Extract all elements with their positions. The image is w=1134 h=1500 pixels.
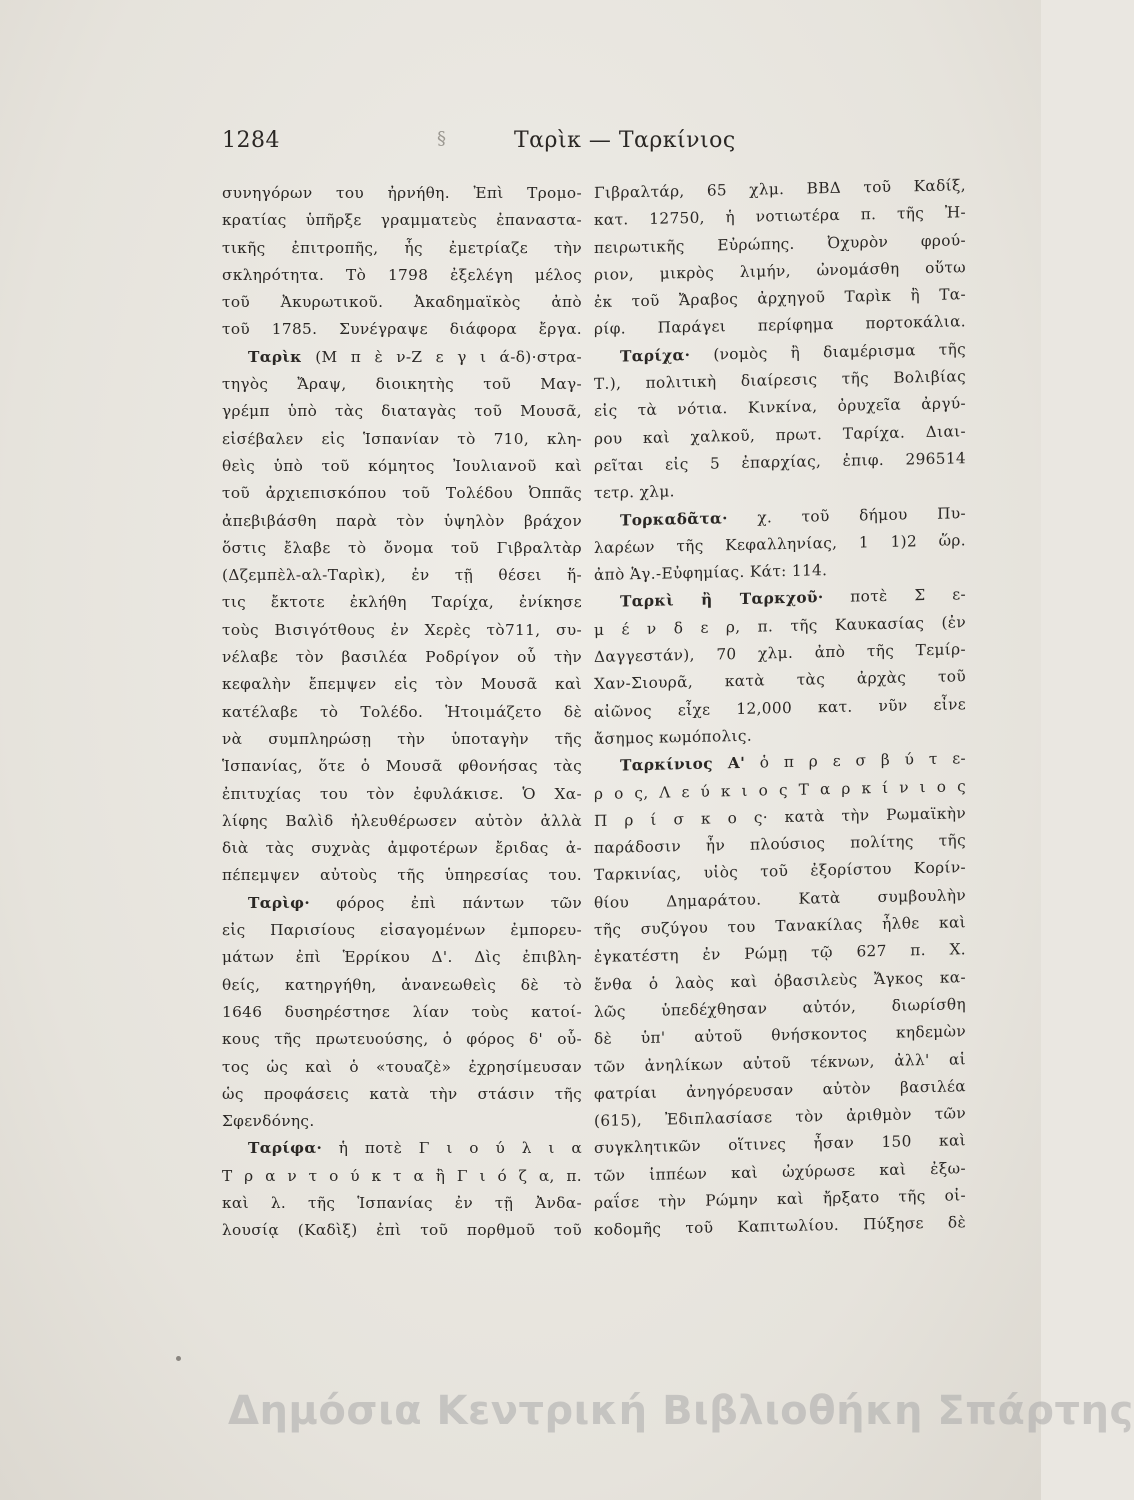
line-text: αἰῶνος εἶχε 12,000 κατ. νῦν εἶνε: [594, 694, 966, 721]
text-line: [222, 316, 582, 343]
line-text: λῶς ὑπεδέχθησαν αὐτόν, διωρίσθη: [594, 995, 966, 1021]
line-text: ἡ ποτὲ Γ ι ο ύ λ ι α: [322, 1139, 582, 1158]
line-text: ρ ο ς, Λ ε ύ κ ι ο ς Τ α ρ κ ί ν ι ο ς: [594, 776, 966, 803]
line-text: τῆς συζύγου του Τανακίλας ἦλθε καὶ: [594, 913, 966, 940]
line-text: ὁ π ρ ε σ β ύ τ ε-: [745, 749, 966, 773]
line-text: τοῦ ἀρχιεπισκόπου τοῦ Τολέδου Ὀππᾶς: [222, 484, 582, 503]
line-text: (Μ π ὲ ν-Ζ ε γ ι ά-δ)·στρα-: [301, 347, 582, 366]
text-line: [222, 344, 582, 371]
text-line: [222, 644, 582, 671]
line-text: Ἱσπανίας, ὅτε ὁ Μουσᾶ φθονήσας τὰς: [222, 757, 582, 776]
text-line: [222, 972, 582, 999]
line-text: κεφαλὴν ἔπεμψεν εἰς τὸν Μουσᾶ καὶ: [222, 675, 582, 694]
text-line: [222, 289, 582, 316]
line-text: εἰς Παρισίους εἰσαγομένων ἐμπορευ-: [222, 921, 582, 940]
text-line: [222, 890, 582, 917]
line-text: Τ.), πολιτικὴ διαίρεσις τῆς Βολιβίας: [594, 367, 966, 394]
line-text: ἀπεβιβάσθη παρὰ τὸν ὑψηλὸν βράχον: [222, 511, 582, 530]
line-text: ρεῖται εἰς 5 ἐπαρχίας, ἐπιφ. 296514: [594, 449, 966, 475]
line-text: ριον, μικρὸς λιμήν, ὠνομάσθη οὕτω: [594, 258, 966, 284]
left-column: [222, 180, 582, 1245]
line-text: Τ ρ α ν τ ο ύ κ τ α ἢ Γ ι ό ζ α, π.: [222, 1166, 582, 1185]
text-line: [222, 835, 582, 862]
line-text: θεὶς ὑπὸ τοῦ κόμητος Ἰουλιανοῦ καὶ: [222, 456, 582, 475]
text-line: [222, 426, 582, 453]
line-text: νέλαβε τὸν βασιλέα Ροδρίγον οὗ τὴν: [222, 648, 582, 667]
entry-headword: Τορκαδᾶτα·: [620, 508, 728, 530]
section-mark: §: [437, 128, 447, 149]
line-text: πειρωτικῆς Εὐρώπης. Ὀχυρὸν φρού-: [594, 230, 966, 257]
line-text: σκληρότητα. Τὸ 1798 ἐξελέγη μέλος: [222, 265, 582, 284]
text-line: [222, 1135, 582, 1162]
text-line: [222, 235, 582, 262]
entry-headword: Ταρὶκ: [248, 347, 302, 366]
line-text: τις ἔκτοτε ἐκλήθη Ταρίχα, ἐνίκησε: [222, 593, 582, 612]
line-text: Δαγγεστάν), 70 χλμ. ἀπὸ τῆς Τεμίρ-: [594, 640, 966, 667]
text-line: [222, 1054, 582, 1081]
line-text: ἔνθα ὁ λαὸς καὶ ὁβασιλεὺς Ἄγκος κα-: [594, 967, 966, 994]
line-text: Γιβραλτάρ, 65 χλμ. ΒΒΔ τοῦ Καδίξ,: [594, 176, 966, 202]
library-watermark: Δημόσια Κεντρική Βιβλιοθήκη Σπάρτης: [228, 1388, 1134, 1434]
line-text: τῶν ἱππέων καὶ ὠχύρωσε καὶ ἐξω-: [594, 1158, 966, 1185]
text-line: [222, 917, 582, 944]
line-text: εἰς τὰ νότια. Κινκίνα, ὀρυχεῖα ἀργύ-: [594, 394, 966, 421]
line-text: θείς, κατηργήθη, ἀνανεωθεὶς δὲ τὸ: [222, 975, 582, 994]
line-text: ἀπὸ Ἁγ.-Εὐφημίας. Κάτ: 114.: [594, 561, 828, 585]
line-text: Π ρ ί σ κ ο ς· κατὰ τὴν Ρωμαϊκὴν: [594, 804, 966, 830]
entry-headword: Ταρὶφ·: [248, 893, 310, 912]
line-text: συγκλητικῶν οἵτινες ἦσαν 150 καὶ: [594, 1131, 966, 1158]
line-text: ρίφ. Παράγει περίφημα πορτοκάλια.: [594, 312, 966, 339]
line-text: ἄσημος κωμόπολις.: [594, 726, 753, 748]
text-line: [222, 207, 582, 234]
line-text: τετρ. χλμ.: [594, 482, 675, 503]
right-column: [594, 172, 966, 1244]
text-line: [222, 1026, 582, 1053]
text-line: [222, 180, 582, 207]
line-text: ὅστις ἔλαβε τὸ ὄνομα τοῦ Γιβραλτὰρ: [222, 538, 582, 557]
line-text: τοῦ Ἀκυρωτικοῦ. Ἀκαδημαϊκὸς ἀπὸ: [222, 293, 582, 312]
line-text: μ έ ν δ ε ρ, π. τῆς Καυκασίας (ἐν: [594, 612, 966, 639]
line-text: παράδοσιν ἦν πλούσιος πολίτης τῆς: [594, 831, 966, 858]
text-line: [222, 753, 582, 780]
line-text: τοῦ 1785. Συνέγραψε διάφορα ἔργα.: [222, 320, 582, 339]
line-text: (νομὸς ἢ διαμέρισμα τῆς: [690, 339, 966, 364]
text-line: [222, 808, 582, 835]
line-text: (Δζεμπὲλ-αλ-Ταρὶκ), ἐν τῇ θέσει ἥ-: [222, 566, 582, 585]
line-text: ὡς προφάσεις κατὰ τὴν στάσιν τῆς: [222, 1084, 582, 1103]
line-text: ἐγκατέστη ἐν Ρώμῃ τῷ 627 π. Χ.: [594, 940, 966, 967]
line-text: πέπεμψεν αὐτοὺς τῆς ὑπηρεσίας του.: [222, 866, 582, 885]
text-line: [222, 1108, 582, 1135]
line-text: κοδομῆς τοῦ Καπιτωλίου. Πύξησε δὲ: [594, 1213, 966, 1240]
text-line: [222, 1163, 582, 1190]
line-text: κατ. 12750, ἡ νοτιωτέρα π. τῆς Ἠ-: [594, 203, 966, 230]
line-text: δὲ ὑπ' αὐτοῦ θνήσκοντος κηδεμὼν: [594, 1022, 966, 1049]
text-line: [222, 535, 582, 562]
line-text: ἐπιτυχίας του τὸν ἐφυλάκισε. Ὁ Χα-: [222, 784, 582, 803]
header-title: Ταρὶκ — Ταρκίνιος: [514, 128, 736, 153]
text-line: [222, 398, 582, 425]
line-text: τος ὡς καὶ ὁ «τουαζὲ» ἐχρησίμευσαν: [222, 1057, 582, 1076]
line-text: θίου Δημαράτου. Κατὰ συμβουλὴν: [594, 885, 966, 912]
entry-headword: Ταρκίνιος Α': [620, 754, 746, 775]
line-text: κους τῆς πρωτευούσης, ὁ φόρος δ' οὗ-: [222, 1030, 582, 1049]
line-text: ἐκ τοῦ Ἄραβος ἀρχηγοῦ Ταρὶκ ἢ Τα-: [594, 285, 966, 312]
entry-headword: Ταρκὶ ἢ Ταρκχοῦ·: [620, 588, 824, 611]
text-line: [222, 1190, 582, 1217]
line-text: 1646 δυσηρέστησε λίαν τοὺς κατοί-: [222, 1002, 582, 1021]
page-number: 1284: [222, 128, 280, 153]
text-line: [222, 562, 582, 589]
text-line: [222, 862, 582, 889]
ink-speck: [176, 1356, 181, 1361]
text-line: [222, 453, 582, 480]
text-line: [222, 617, 582, 644]
line-text: φόρος ἐπὶ πάντων τῶν: [310, 893, 582, 912]
entry-headword: Ταρίχα·: [620, 345, 691, 366]
line-text: λίφης Βαλὶδ ἠλευθέρωσεν αὐτὸν ἀλλὰ: [222, 811, 582, 830]
line-text: λουσίᾳ (Καδὶξ) ἐπὶ τοῦ πορθμοῦ τοῦ: [222, 1221, 582, 1240]
running-header: [222, 128, 742, 162]
text-line: [222, 671, 582, 698]
line-text: εἰσέβαλεν εἰς Ἱσπανίαν τὸ 710, κλη-: [222, 429, 582, 448]
text-line: [222, 1217, 582, 1244]
line-text: τικῆς ἐπιτροπῆς, ἧς ἐμετρίαζε τὴν: [222, 238, 582, 257]
line-text: Σφενδόνης.: [222, 1112, 315, 1131]
entry-headword: Ταρίφα·: [248, 1139, 323, 1158]
text-line: [222, 262, 582, 289]
line-text: λαρέων τῆς Κεφαλληνίας, 1 1)2 ὥρ.: [594, 531, 966, 557]
line-text: γρέμπ ὑπὸ τὰς διαταγὰς τοῦ Μουσᾶ,: [222, 402, 582, 421]
line-text: μάτων ἐπὶ Ἑρρίκου Δ'. Δὶς ἐπιβλη-: [222, 948, 582, 967]
line-text: ραΐσε τὴν Ρώμην καὶ ἤρξατο τῆς οἰ-: [594, 1186, 966, 1212]
line-text: τῶν ἀνηλίκων αὐτοῦ τέκνων, ἀλλ' αἱ: [594, 1049, 966, 1076]
line-text: Χαν-Σιουρᾶ, κατὰ τὰς ἀρχὰς τοῦ: [594, 667, 966, 694]
line-text: Ταρκινίας, υἱὸς τοῦ ἐξορίστου Κορίν-: [594, 858, 966, 885]
line-text: ποτὲ Σ ε-: [823, 585, 966, 607]
text-line: [222, 999, 582, 1026]
line-text: νὰ συμπληρώσῃ τὴν ὑποταγὴν τῆς: [222, 729, 582, 748]
text-line: [222, 1081, 582, 1108]
text-line: [222, 781, 582, 808]
text-line: [222, 589, 582, 616]
line-text: ρου καὶ χαλκοῦ, πρωτ. Ταρίχα. Διαι-: [594, 421, 966, 448]
text-line: [222, 699, 582, 726]
line-text: κατέλαβε τὸ Τολέδο. Ἡτοιμάζετο δὲ: [222, 702, 582, 721]
line-text: διὰ τὰς συχνὰς ἀμφοτέρων ἔριδας ἀ-: [222, 839, 582, 858]
text-line: [222, 944, 582, 971]
line-text: τοὺς Βισιγότθους ἐν Χερὲς τὸ711, συ-: [222, 620, 582, 639]
line-text: συνηγόρων του ἠρνήθη. Ἐπὶ Τρομο-: [222, 184, 582, 202]
line-text: καὶ λ. τῆς Ἱσπανίας ἐν τῇ Ἀνδα-: [222, 1193, 582, 1212]
text-line: [222, 480, 582, 507]
line-text: φατρίαι ἀνηγόρευσαν αὐτὸν βασιλέα: [594, 1077, 966, 1103]
text-line: [222, 726, 582, 753]
line-text: (615), Ἐδιπλασίασε τὸν ἀριθμὸν τῶν: [594, 1104, 966, 1131]
line-text: τηγὸς Ἄραψ, διοικητὴς τοῦ Μαγ-: [222, 375, 582, 394]
text-line: [222, 508, 582, 535]
line-text: κρατίας ὑπῆρξε γραμματεὺς ἐπαναστα-: [222, 211, 582, 230]
text-line: [222, 371, 582, 398]
line-text: χ. τοῦ δήμου Πυ-: [727, 503, 966, 527]
